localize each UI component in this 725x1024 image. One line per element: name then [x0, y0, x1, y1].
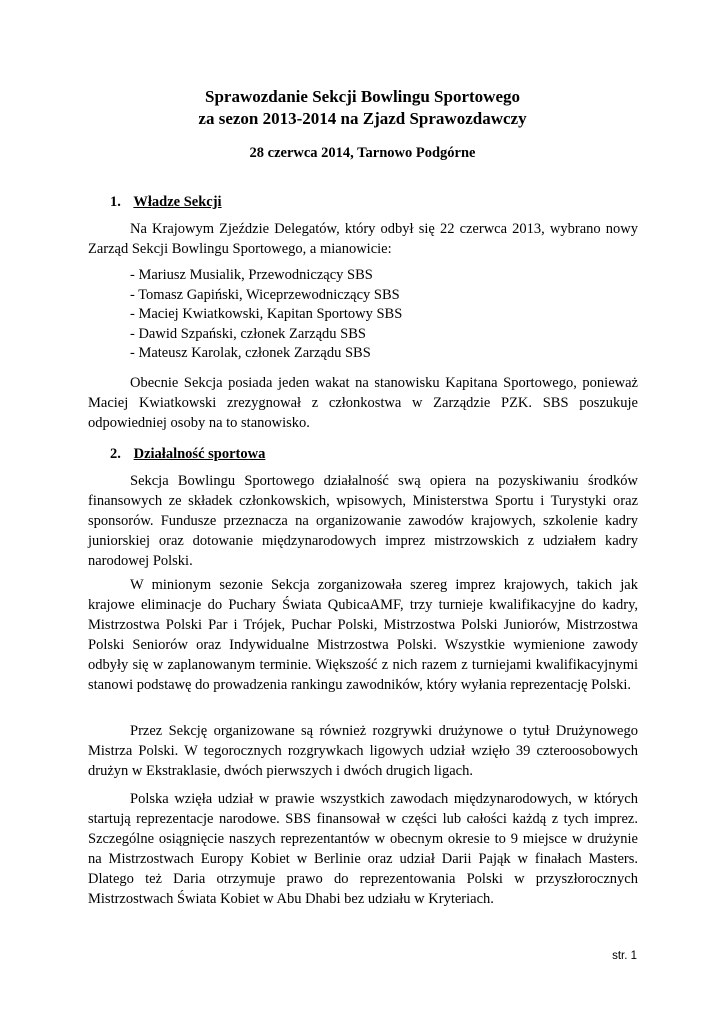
section1-title: Władze Sekcji [133, 194, 222, 210]
list-item: - Mariusz Musialik, Przewodniczący SBS [130, 267, 373, 283]
list-item: - Maciej Kwiatkowski, Kapitan Sportowy SBS [130, 306, 403, 323]
section2-paragraph-4: Polska wzięła udział w prawie wszystkich zawodach międzynarodowych, w których startują reprezentacje narodowe. SBS finansował w części lub całości każdą z tych imprez. Szczególne osiągnięcie naszych reprezentantów w obecnym okresie to 9 miejsce w drużynie na Mistrzostwach Europy Kobiet w Berlinie oraz udział Darii Pająk w finałach Masters. Dlatego też Daria otrzymuje prawo do reprezentowania Polski w przyszłorocznych Mistrzostwach Świata Kobiet w Abu Dhabi bez udziału w Kryteriach. [88, 791, 638, 907]
document-title-line1: Sprawozdanie Sekcji Bowlingu Sportowego [205, 87, 520, 106]
section2-paragraph-1: Sekcja Bowlingu Sportowego działalność swą opiera na pozyskiwaniu środków finansowych ze składek członkowskich, wpisowych, Ministerstwa Sportu i Turystyki oraz sponsorów. Fundusze przeznacza na organizowanie zawodów krajowych, szkolenie kadry juniorskiej oraz dotowanie międzynarodowych imprez mistrzowskich z udziałem kadry narodowej Polski. [88, 473, 638, 569]
section2-title: Działalność sportowa [133, 446, 266, 462]
section2-paragraph-2: W minionym sezonie Sekcja zorganizowała szereg imprez krajowych, takich jak krajowe eliminacje do Puchary Świata QubicaAMF, trzy turnieje kwalifikacyjne do kadry, Mistrzostwa Polski Par i Trójek, Puchar Polski, Mistrzostwa Polski Juniorów, Mistrzostwa Polski Seniorów oraz Indywidualne Mistrzostwa Polski. Wszystkie wymienione zawody odbyły się w zaplanowanym terminie. Większość z nich razem z turniejami kwalifikacyjnymi stanowi podstawę do prowadzenia rankingu zawodników, który wyłania reprezentację Polski. [88, 577, 638, 693]
section1-heading [110, 193, 222, 211]
document-title-line2: za sezon 2013-2014 na Zjazd Sprawozdawczy [198, 109, 527, 128]
list-item: - Tomasz Gapiński, Wiceprzewodniczący SBS [130, 286, 400, 303]
section1-number: 1. [110, 194, 121, 210]
list-item: - Mateusz Karolak, członek Zarządu SBS [130, 345, 371, 362]
page-number: str. 1 [612, 950, 637, 962]
section2-number: 2. [110, 446, 121, 462]
section1-paragraph-1: Na Krajowym Zjeździe Delegatów, który odbył się 22 czerwca 2013, wybrano nowy Zarząd Sekcji Bowlingu Sportowego, a mianowicie: [88, 221, 638, 257]
list-item: - Dawid Szpański, członek Zarządu SBS [130, 325, 366, 342]
section1-paragraph-2: Obecnie Sekcja posiada jeden wakat na stanowisku Kapitana Sportowego, ponieważ Maciej Kwiatkowski zrezygnował z członkostwa w Zarządzie PZK. SBS poszukuje odpowiedniej osoby na to stanowisko. [88, 375, 638, 431]
section2-paragraph-3: Przez Sekcję organizowane są również rozgrywki drużynowe o tytuł Drużynowego Mistrza Polski. W tegorocznych rozgrywkach ligowych udział wzięło 39 czteroosobowych drużyn w Ekstraklasie, dwóch pierwszych i dwóch drugich ligach. [88, 723, 638, 779]
title-block [0, 86, 725, 162]
section2-heading [110, 445, 265, 463]
board-members-list [130, 266, 402, 364]
document-date-place: 28 czerwca 2014, Tarnowo Podgórne [249, 145, 476, 161]
